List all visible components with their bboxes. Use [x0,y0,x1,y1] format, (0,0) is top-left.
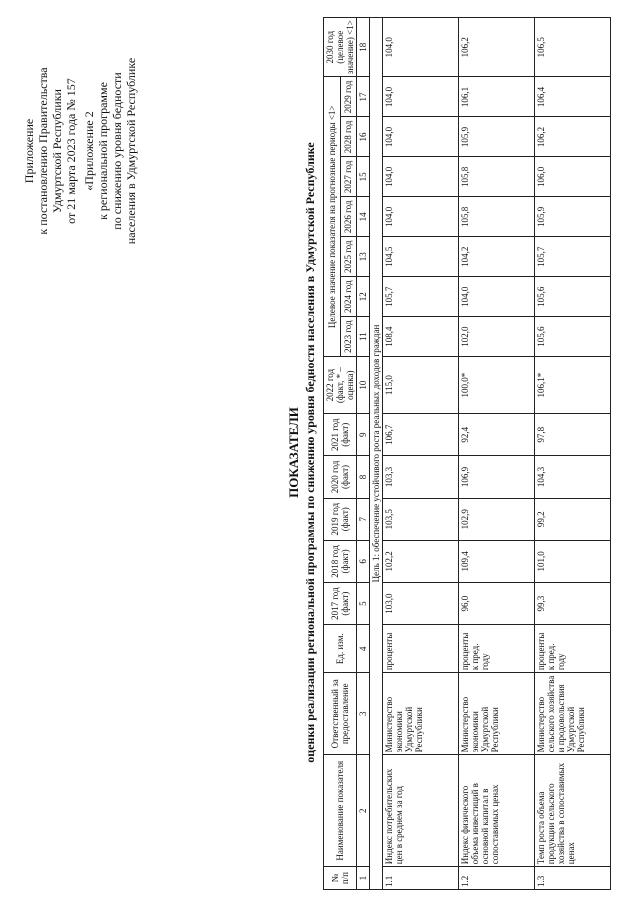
col-year-header: 2017 год (факт) [324,583,357,625]
col-2022-header: 2022 год (факт, * – оценка) [324,357,357,414]
column-index: 5 [357,583,370,625]
column-index: 2 [357,755,370,867]
value-cell: 105,6 [535,277,611,317]
value-cell: 101,0 [535,540,611,582]
row-number: 1.3 [535,867,611,890]
unit: проценты к пред. году [459,625,535,673]
column-index: 7 [357,498,370,540]
value-cell: 105,9 [535,197,611,237]
col-year-header: 2018 год (факт) [324,540,357,582]
indicator-name: Индекс физического объема инвестиций в основной капитал в сопоставимых ценах [459,755,535,867]
forecast-group-header: Целевое значение показателя на прогнозные периоды <1> [324,77,341,357]
column-index: 13 [357,237,370,277]
value-cell: 104,3 [535,456,611,498]
value-cell: 102,9 [459,498,535,540]
document-subtitle: оценки реализации региональной программы по снижению уровня бедности населения в Удмуртской Республике [303,142,317,763]
appendix-line: Приложение [22,118,36,184]
annex-line: населения в Удмуртской Республике [124,57,138,245]
appendix-header [22,21,78,281]
value-cell: 99,2 [535,498,611,540]
forecast-year-header: 2024 год [340,277,357,317]
value-cell: 115,0 [383,357,459,414]
value-cell: 104,0 [459,277,535,317]
appendix-line: к постановлению Правительства [36,67,50,235]
value-cell: 104,0 [383,77,459,117]
responsible-body: Министерство экономики Удмуртской Республики [383,673,459,755]
value-cell: 106,4 [535,77,611,117]
value-cell: 106,0 [535,157,611,197]
value-cell: 106,9 [459,456,535,498]
table-row [535,18,611,890]
value-cell: 97,8 [535,414,611,456]
column-index: 12 [357,277,370,317]
column-index: 14 [357,197,370,237]
column-index-row [357,18,370,890]
value-cell: 106,7 [383,414,459,456]
column-index: 9 [357,414,370,456]
col-name-header: Наименование показателя [324,755,357,867]
value-cell: 105,7 [383,277,459,317]
col-year-header: 2019 год (факт) [324,498,357,540]
value-cell: 92,4 [459,414,535,456]
column-index: 4 [357,625,370,673]
table-row [383,18,459,890]
value-cell: 96,0 [459,583,535,625]
value-cell: 106,2 [535,117,611,157]
indicator-name: Темп роста объема продукции сельского хозяйства в сопоставимых ценах [535,755,611,867]
column-index: 11 [357,317,370,357]
value-cell: 103,3 [383,456,459,498]
column-index: 15 [357,157,370,197]
value-cell: 105,8 [459,197,535,237]
column-index: 8 [357,456,370,498]
value-cell: 105,9 [459,117,535,157]
value-cell: 99,3 [535,583,611,625]
col-year-header: 2020 год (факт) [324,456,357,498]
col-num-header: № п/п [324,867,357,890]
header-row [324,18,341,890]
value-cell: 104,0 [383,117,459,157]
col-2030-header: 2030 год (целевое значение) <1> [324,18,357,77]
value-cell: 109,4 [459,540,535,582]
indicator-name: Индекс потребительских цен в среднем за год [383,755,459,867]
goal-row [370,18,383,890]
value-cell: 104,5 [383,237,459,277]
column-index: 18 [357,18,370,77]
forecast-year-header: 2028 год [340,117,357,157]
value-cell: 104,0 [383,157,459,197]
annex-line: по снижению уровня бедности [110,72,124,230]
forecast-year-header: 2029 год [340,77,357,117]
value-cell: 103,0 [383,583,459,625]
annex-line: «Приложение 2 [82,111,96,191]
column-index: 3 [357,673,370,755]
annex-header [82,21,138,281]
value-cell: 105,7 [535,237,611,277]
row-number: 1.2 [459,867,535,890]
col-year-header: 2021 год (факт) [324,414,357,456]
unit: проценты [383,625,459,673]
column-index: 17 [357,77,370,117]
value-cell: 102,2 [383,540,459,582]
col-unit-header: Ед. изм. [324,625,357,673]
col-resp-header: Ответственный за предоставление [324,673,357,755]
column-index: 6 [357,540,370,582]
value-cell: 105,6 [535,317,611,357]
value-cell: 104,2 [459,237,535,277]
value-cell: 106,1 [459,77,535,117]
goal-label: Цель 1: обеспечение устойчивого роста реальных доходов граждан [370,18,383,890]
column-index: 16 [357,117,370,157]
forecast-year-header: 2027 год [340,157,357,197]
row-number: 1.1 [383,867,459,890]
value-cell: 102,0 [459,317,535,357]
value-cell: 103,5 [383,498,459,540]
value-cell: 108,4 [383,317,459,357]
value-cell: 106,1* [535,357,611,414]
table-row [459,18,535,890]
appendix-line: Удмуртской Республики [50,89,64,213]
value-cell: 106,5 [535,18,611,77]
annex-line: к региональной программе [96,82,110,220]
forecast-year-header: 2023 год [340,317,357,357]
responsible-body: Министерство сельского хозяйства и продовольствия Удмуртской Республики [535,673,611,755]
value-cell: 100,0* [459,357,535,414]
indicators-table [323,17,611,890]
responsible-body: Министерство экономики Удмуртской Республики [459,673,535,755]
forecast-year-header: 2025 год [340,237,357,277]
value-cell: 105,8 [459,157,535,197]
appendix-line: от 21 марта 2023 года № 157 [64,78,78,224]
value-cell: 106,2 [459,18,535,77]
column-index: 10 [357,357,370,414]
document-title: ПОКАЗАТЕЛИ [286,407,301,498]
column-index: 1 [357,867,370,890]
data-rows [383,18,611,890]
forecast-year-header: 2026 год [340,197,357,237]
value-cell: 104,0 [383,18,459,77]
value-cell: 104,0 [383,197,459,237]
unit: проценты к пред. году [535,625,611,673]
